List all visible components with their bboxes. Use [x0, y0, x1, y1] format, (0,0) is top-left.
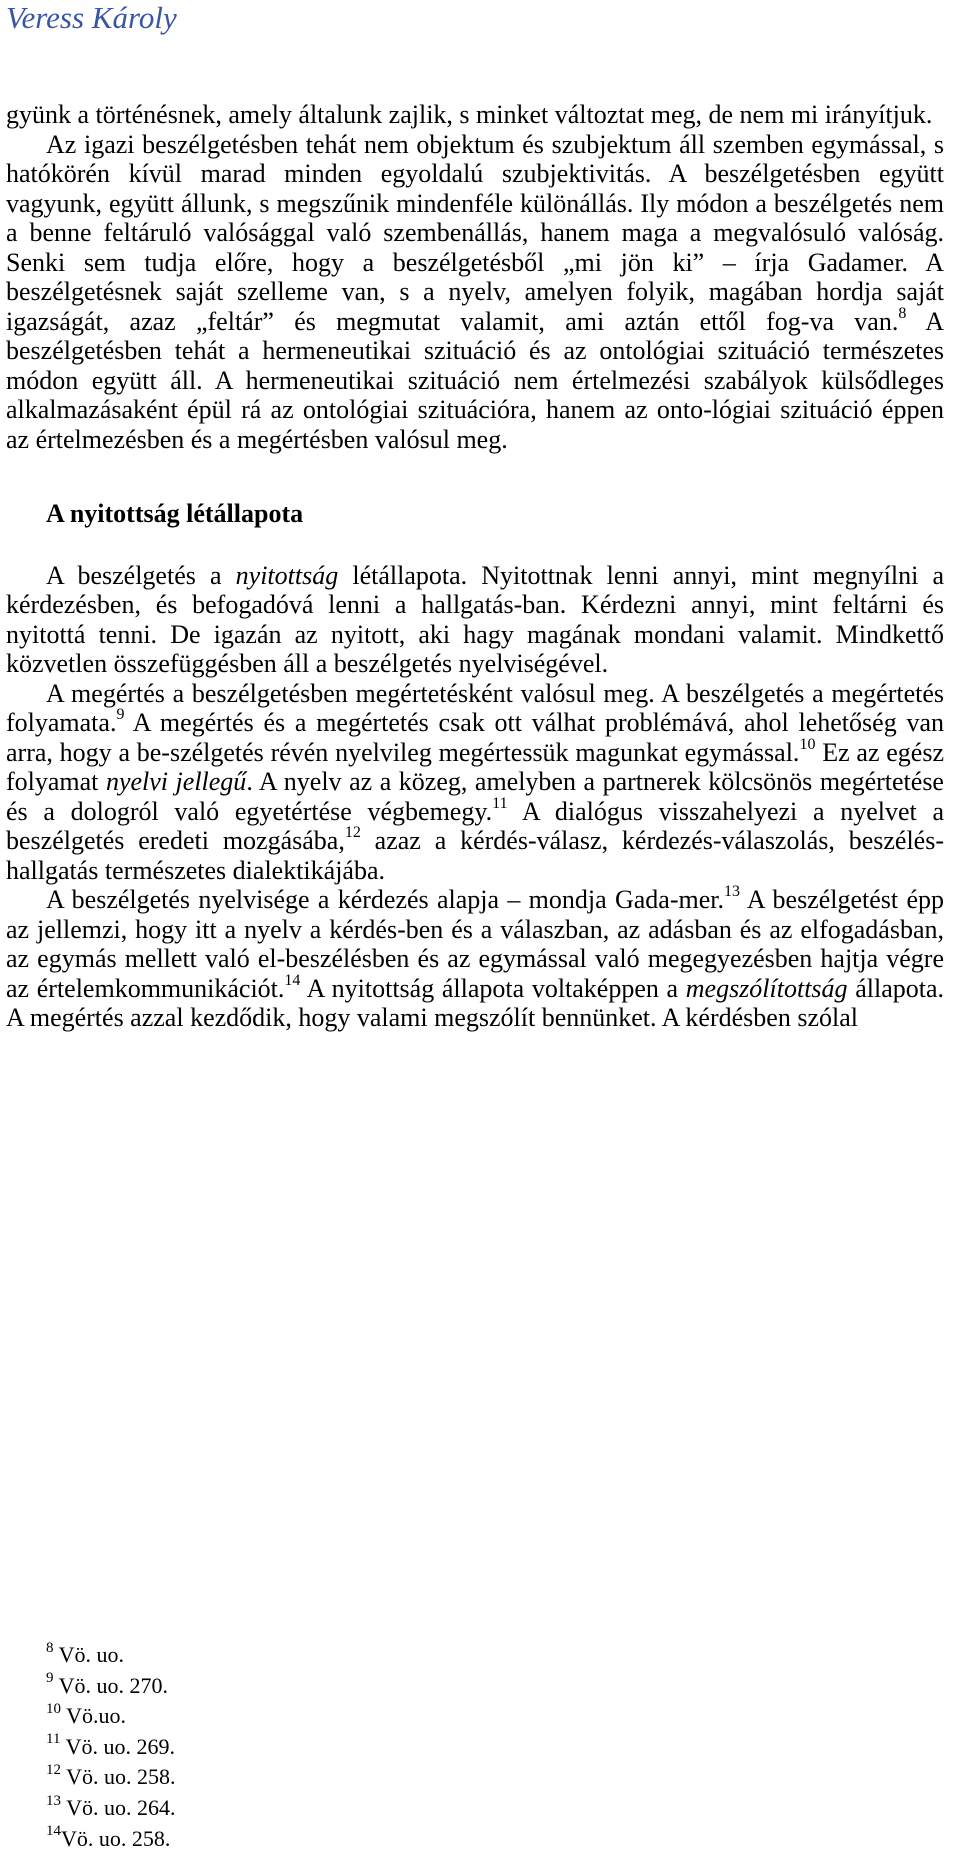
footnote-ref-14: 14: [284, 971, 301, 989]
footnote-12: $^{12}$ Vö. uo. 258.: [46, 1762, 176, 1790]
footnote-ref-10: 10: [799, 735, 816, 753]
footnote-ref-8: 8: [898, 304, 907, 322]
footnote-10: $^{10}$ Vö.uo.: [46, 1700, 126, 1729]
body-text: [6, 100, 944, 1033]
paragraph: A beszélgetés a nyitottság létállapota. Nyitottnak lenni annyi, mint megnyílni a kérdezésben, és befogadóvá lenni a hallgatás-ban. Kérdezni annyi, mint feltárni és nyitottá tenni. De igazán az nyitott, aki hagy magának mondani valamit. Mindkettő közvetlen összefüggésben áll a beszélgetés nyelviségével.: [6, 560, 945, 678]
footnote-ref-12: 12: [344, 824, 361, 842]
footnote-8: $^8$ Vö. uo.: [46, 1639, 124, 1667]
footnote-9: $^9$ Vö. uo. 270.: [46, 1670, 168, 1698]
emphasis: nyelvi jellegű: [105, 767, 247, 796]
paragraph-continued: gyünk a történésnek, amely általunk zajlik, s minket változtat meg, de nem mi irányítjuk.: [6, 100, 933, 129]
paragraph: A beszélgetés nyelvisége a kérdezés alapja – mondja Gada-mer.$^{13}$ A beszélgetést épp az jellemzi, hogy itt a nyelv a kérdés-ben és a válaszban, az adásban és az elfogadásban, az egymás mellett való el-beszélésben és az egymással való megegyezésben hajtja végre az értelemkommunikációt.$^{14}$ A nyitottság állapota voltaképpen a megszólítottság állapota. A megértés azzal kezdődik, hogy valami megszólít bennünket. A kérdésben szólal: [6, 883, 945, 1032]
running-head-author: Veress Károly: [6, 0, 177, 35]
footnotes: [46, 1640, 176, 1854]
footnote-14: $^{14}$Vö. uo. 258.: [46, 1823, 171, 1851]
footnote-ref-13: 13: [723, 883, 740, 901]
section-heading: A nyitottság létállapota: [46, 499, 304, 528]
paragraph: Az igazi beszélgetésben tehát nem objektum és szubjektum áll szemben egymással, s hatókörén kívül marad minden egyoldalú szubjektivitás. A beszélgetésben együtt vagyunk, együtt állunk, s megszűnik mindenféle különállás. Ily módon a beszélgetés nem a benne feltáruló valósággal való szembenállás, hanem maga a megvalósuló valóság. Senki sem tudja előre, hogy a beszélgetésből „mi jön ki” – írja Gadamer. A beszélgetésnek saját szelleme van, s a nyelv, amelyen folyik, magában hordja saját igazságát, azaz „feltár” és megmutat valamit, ami aztán ettől fog-va van.$^8$ A beszélgetésben tehát a hermeneutikai szituáció és az ontológiai szituáció természetes módon együtt áll. A hermeneutikai szituáció nem értelmezési szabályok külsődleges alkalmazásaként épül rá az ontológiai szituációra, hanem az onto-lógiai szituáció éppen az értelmezésben és a megértésben valósul meg.: [6, 129, 944, 454]
paragraph: A megértés a beszélgetésben megértetésként valósul meg. A beszélgetés a megértetés folyamata.$^9$ A megértés és a megértetés csak ott válhat problémává, ahol lehetőség van arra, hogy a be-szélgetés révén nyelvileg megértessük magunkat egymással.$^{10}$ Ez az egész folyamat nyelvi jellegű. A nyelv az a közeg, amelyben a partnerek kölcsönös megértetése és a dologról való egyetértése végbemegy.$^{11}$ A dialógus visszahelyezi a nyelvet a beszélgetés eredeti mozgásába,$^{12}$ azaz a kérdés-válasz, kérdezés-válaszolás, beszélés-hallgatás természetes dialektikájába.: [6, 678, 944, 885]
emphasis: nyitottság: [235, 560, 339, 590]
footnote-ref-11: 11: [492, 794, 508, 812]
footnote-13: $^{13}$ Vö. uo. 264.: [46, 1792, 176, 1820]
footnote-11: $^{11}$ Vö. uo. 269.: [46, 1731, 175, 1759]
footnote-ref-9: 9: [116, 706, 125, 724]
emphasis: megszólítottság: [685, 973, 848, 1003]
